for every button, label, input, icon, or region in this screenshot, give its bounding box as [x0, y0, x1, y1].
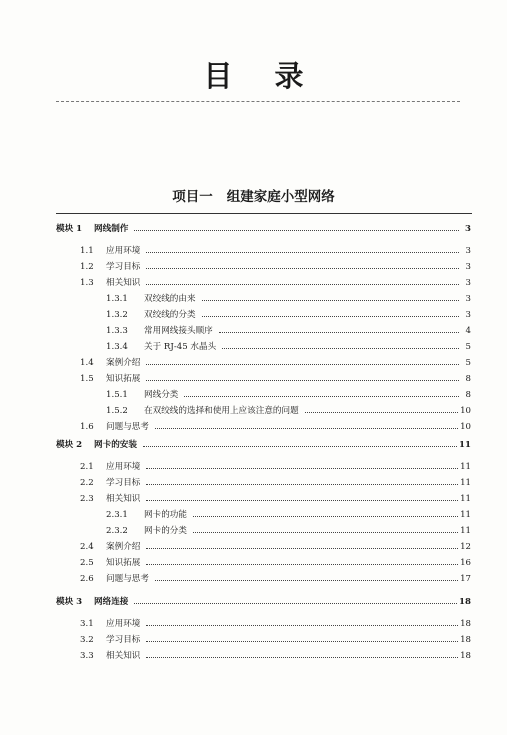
entry-label: 相关知识: [106, 651, 141, 661]
toc-section[interactable]: [80, 419, 471, 433]
entry-label: 网卡的功能: [144, 510, 187, 520]
entry-label: 常用网线接头顺序: [144, 326, 213, 336]
entry-page: 11: [460, 494, 471, 504]
dot-leader: [146, 259, 459, 269]
toc-section[interactable]: [80, 371, 471, 385]
title-divider: [56, 101, 460, 102]
entry-number: 模块 2: [56, 440, 83, 450]
entry-page: 4: [465, 326, 471, 336]
entry-number: 1.5.1: [106, 390, 128, 400]
entry-number: 2.6: [80, 574, 94, 584]
page-title: 目录: [203, 59, 346, 93]
project-title: 组建家庭小型网络: [226, 189, 335, 205]
entry-page: 5: [465, 342, 471, 352]
entry-number: 1.5.2: [106, 406, 128, 416]
entry-label: 网线分类: [144, 390, 179, 400]
entry-page: 11: [460, 478, 471, 488]
entry-number: 1.4: [80, 358, 94, 368]
entry-number: 1.1: [80, 246, 94, 256]
toc-section[interactable]: [80, 648, 471, 662]
dot-leader: [193, 507, 458, 517]
entry-number: 2.3.1: [106, 510, 128, 520]
entry-number: 2.5: [80, 558, 94, 568]
entry-label: 案例介绍: [106, 358, 141, 368]
toc-subsection[interactable]: [106, 523, 471, 537]
dot-leader: [146, 632, 458, 642]
dot-leader: [202, 291, 459, 301]
dot-leader: [222, 339, 459, 349]
entry-page: 3: [465, 246, 471, 256]
dot-leader: [134, 594, 457, 604]
dot-leader: [305, 403, 458, 413]
entry-label: 应用环境: [106, 246, 141, 256]
entry-label: 学习目标: [106, 635, 141, 645]
entry-page: 3: [465, 262, 471, 272]
entry-page: 10: [460, 406, 471, 416]
entry-number: 1.6: [80, 422, 94, 432]
entry-label: 知识拓展: [106, 558, 141, 568]
toc-module-3[interactable]: [56, 594, 471, 608]
entry-label: 在双绞线的选择和使用上应该注意的问题: [144, 406, 299, 416]
toc-section[interactable]: [80, 355, 471, 369]
entry-label: 案例介绍: [106, 542, 141, 552]
project-heading: [0, 185, 507, 205]
entry-page: 3: [465, 278, 471, 288]
toc-section[interactable]: [80, 475, 471, 489]
dot-leader: [146, 243, 459, 253]
entry-label: 双绞线的分类: [144, 310, 196, 320]
entry-label: 应用环境: [106, 619, 141, 629]
entry-number: 2.3.2: [106, 526, 128, 536]
entry-label: 学习目标: [106, 478, 141, 488]
entry-label: 双绞线的由来: [144, 294, 196, 304]
toc-section[interactable]: [80, 243, 471, 257]
dot-leader: [146, 555, 458, 565]
toc-subsection[interactable]: [106, 403, 471, 417]
entry-number: 2.2: [80, 478, 94, 488]
entry-label: 关于 RJ-45 水晶头: [144, 342, 217, 352]
entry-page: 16: [460, 558, 471, 568]
entry-page: 18: [460, 651, 471, 661]
entry-number: 2.4: [80, 542, 94, 552]
entry-number: 3.1: [80, 619, 94, 629]
dot-leader: [193, 523, 458, 533]
toc-section[interactable]: [80, 459, 471, 473]
entry-label: 相关知识: [106, 278, 141, 288]
toc-section[interactable]: [80, 259, 471, 273]
entry-number: 1.5: [80, 374, 94, 384]
toc-subsection[interactable]: [106, 387, 471, 401]
entry-page: 12: [460, 542, 471, 552]
dot-leader: [146, 616, 458, 626]
entry-page: 11: [460, 526, 471, 536]
entry-page: 11: [459, 440, 471, 450]
entry-number: 1.3.4: [106, 342, 128, 352]
toc-section[interactable]: [80, 555, 471, 569]
dot-leader: [155, 571, 458, 581]
dot-leader: [146, 491, 458, 501]
entry-page: 5: [465, 358, 471, 368]
toc-section[interactable]: [80, 275, 471, 289]
toc-section[interactable]: [80, 539, 471, 553]
dot-leader: [143, 437, 457, 447]
dot-leader: [146, 475, 458, 485]
entry-number: 1.3.3: [106, 326, 128, 336]
entry-number: 模块 1: [56, 224, 83, 234]
project-divider: [56, 213, 472, 214]
entry-page: 11: [460, 462, 471, 472]
entry-number: 3.2: [80, 635, 94, 645]
toc-section[interactable]: [80, 491, 471, 505]
entry-number: 1.2: [80, 262, 94, 272]
toc-subsection[interactable]: [106, 339, 471, 353]
dot-leader: [155, 419, 458, 429]
dot-leader: [146, 355, 459, 365]
entry-number: 2.3: [80, 494, 94, 504]
entry-label: 学习目标: [106, 262, 141, 272]
entry-label: 网卡的安装: [94, 440, 137, 450]
entry-page: 17: [460, 574, 471, 584]
toc-section[interactable]: [80, 616, 471, 630]
entry-label: 问题与思考: [106, 422, 149, 432]
dot-leader: [146, 275, 459, 285]
entry-number: 2.1: [80, 462, 94, 472]
entry-page: 18: [460, 635, 471, 645]
toc-subsection[interactable]: [106, 307, 471, 321]
project-label: 项目一: [172, 189, 213, 205]
dot-leader: [146, 648, 458, 658]
dot-leader: [219, 323, 459, 333]
entry-label: 相关知识: [106, 494, 141, 504]
entry-number: 模块 3: [56, 597, 83, 607]
dot-leader: [146, 371, 459, 381]
entry-page: 11: [460, 510, 471, 520]
dot-leader: [146, 539, 458, 549]
entry-label: 网卡的分类: [144, 526, 187, 536]
entry-number: 1.3.1: [106, 294, 128, 304]
entry-page: 18: [460, 619, 471, 629]
toc-subsection[interactable]: [106, 507, 471, 521]
toc-module-2[interactable]: [56, 437, 471, 451]
entry-label: 知识拓展: [106, 374, 141, 384]
entry-page: 3: [465, 310, 471, 320]
entry-label: 网络连接: [94, 597, 129, 607]
dot-leader: [146, 459, 458, 469]
dot-leader: [184, 387, 459, 397]
entry-number: 3.3: [80, 651, 94, 661]
entry-page: 3: [465, 224, 471, 234]
entry-label: 网线制作: [94, 224, 129, 234]
entry-page: 8: [465, 374, 471, 384]
entry-page: 18: [459, 597, 471, 607]
entry-label: 应用环境: [106, 462, 141, 472]
entry-page: 3: [465, 294, 471, 304]
entry-page: 10: [460, 422, 471, 432]
toc-module-1[interactable]: [56, 221, 471, 235]
toc-section[interactable]: [80, 632, 471, 646]
entry-label: 问题与思考: [106, 574, 149, 584]
toc-section[interactable]: [80, 571, 471, 585]
dot-leader: [134, 221, 459, 231]
entry-number: 1.3.2: [106, 310, 128, 320]
dot-leader: [202, 307, 459, 317]
entry-page: 8: [465, 390, 471, 400]
toc-subsection[interactable]: [106, 323, 471, 337]
entry-number: 1.3: [80, 278, 94, 288]
toc-subsection[interactable]: [106, 291, 471, 305]
